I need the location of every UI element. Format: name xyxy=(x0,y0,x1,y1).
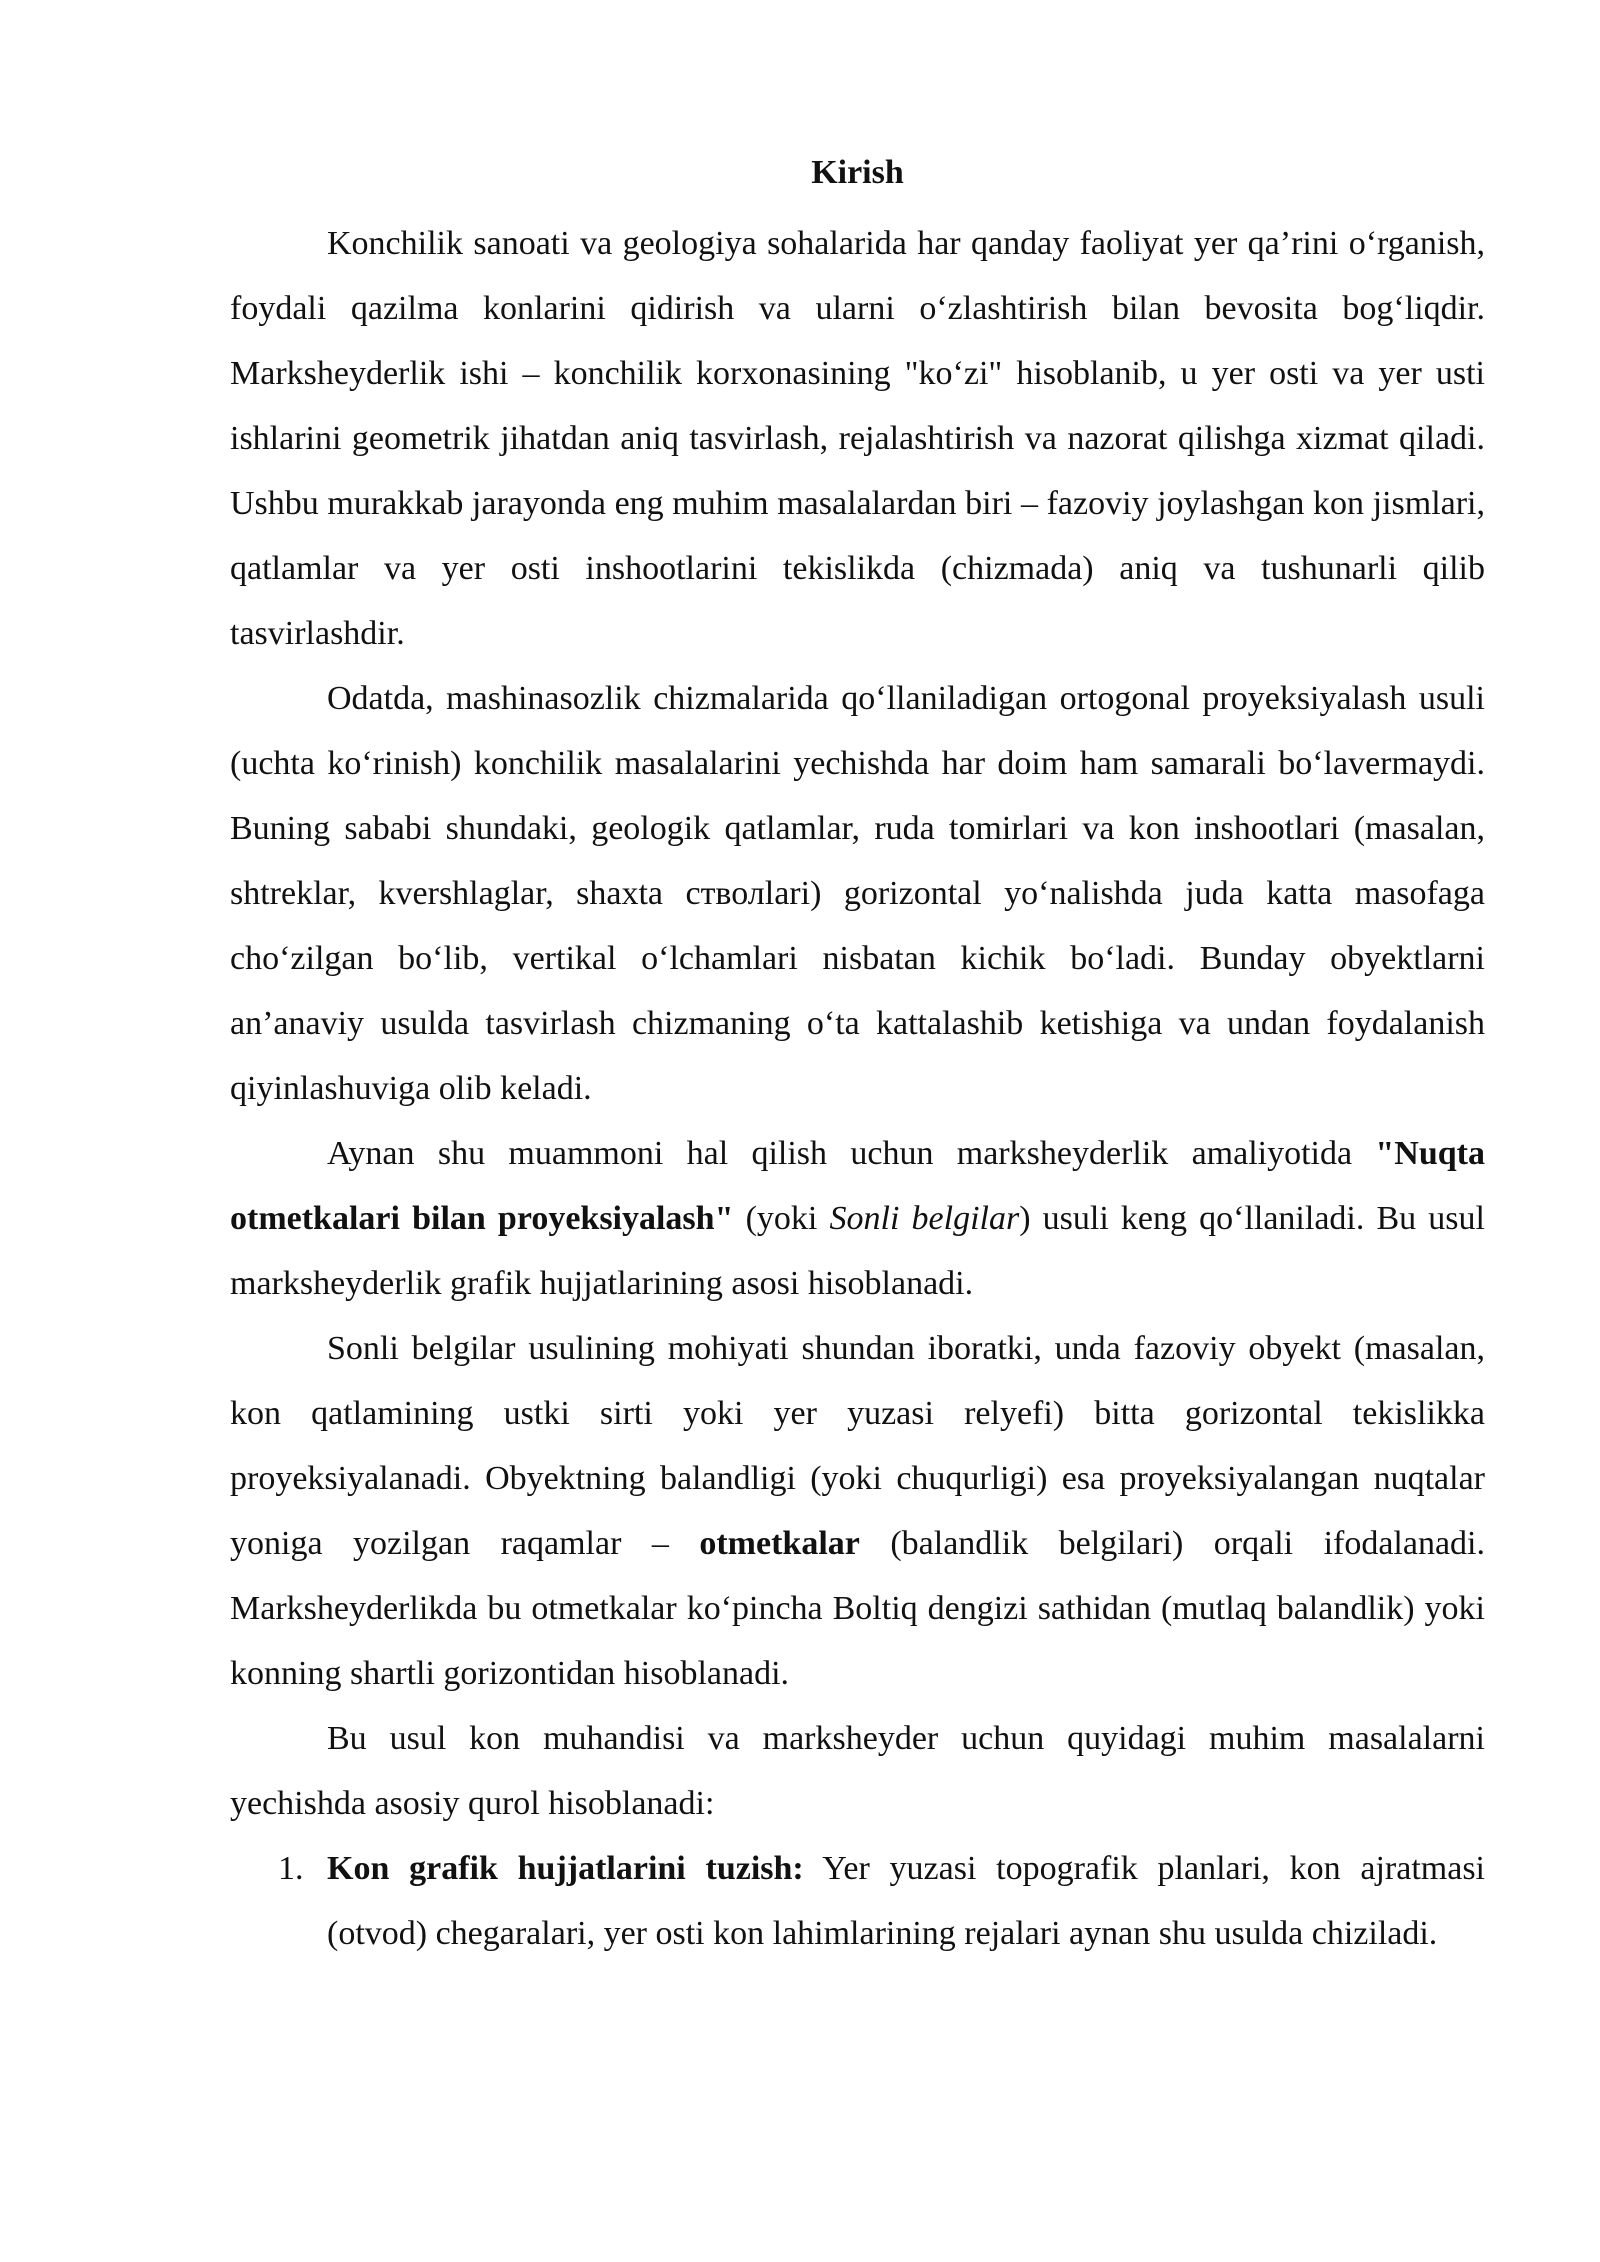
paragraph-tasks: Bu usul kon muhandisi va marksheyder uchun quyidagi muhim masalalarni yechishda asosiy qurol hisoblanadi: xyxy=(230,1720,1485,1822)
paragraph-essence-text-2: (balandlik belgilari) orqali ifodalanadi. Marksheyderlikda bu otmetkalar ko‘pincha Boltiq dengizi sathidan (mutlaq balandlik) yoki konning shartli gorizontidan hisoblanadi. xyxy=(230,1525,1485,1692)
paragraph-method-text-2: (yoki xyxy=(733,1200,830,1237)
paragraph-essence xyxy=(230,1316,1485,1706)
list-item-heading: Kon grafik hujjatlarini tuzish: xyxy=(327,1850,804,1887)
tasks-list xyxy=(230,1836,1485,1966)
paragraph-method-text-3: ) usuli keng qo‘llaniladi. Bu usul marksheyderlik grafik hujjatlarining asosi hisoblanadi. xyxy=(230,1200,1485,1302)
paragraph-orthogonal: Odatda, mashinasozlik chizmalarida qo‘llaniladigan ortogonal proyeksiyalash usuli (uchta ko‘rinish) konchilik masalalarini yechishda har doim ham samarali bo‘lavermaydi. Buning sababi shundaki, geologik qatlamlar, ruda tomirlari va kon inshootlari (masalan, shtreklar, kvershlaglar, shaxta стволlari) gorizontal yo‘nalishda juda katta masofaga cho‘zilgan bo‘lib, vertikal o‘lchamlari nisbatan kichik bo‘ladi. Bunday obyektlarni an’anaviy usulda tasvirlash chizmaning o‘ta kattalashib ketishiga va undan foydalanish qiyinlashuviga olib keladi. xyxy=(230,680,1485,1107)
method-name-bold: "Nuqta otmetkalari bilan proyeksiyalash" xyxy=(230,1135,1485,1237)
paragraph-method-text-1: Aynan shu muammoni hal qilish uchun marksheyderlik amaliyotida xyxy=(327,1135,1376,1172)
document-title: Kirish xyxy=(811,154,904,191)
paragraph-method xyxy=(230,1121,1485,1316)
term-otmetkalar-bold: otmetkalar xyxy=(699,1525,860,1562)
method-alt-name-italic: Sonli belgilar xyxy=(829,1200,1020,1237)
list-item-number: 1. xyxy=(278,1850,304,1887)
paragraph-essence-text-1: Sonli belgilar usulining mohiyati shundan iboratki, unda fazoviy obyekt (masalan, kon qatlamining ustki sirti yoki yer yuzasi relyefi) bitta gorizontal tekislikka proyeksiyalanadi. Obyektning balandligi (yoki chuqurligi) esa proyeksiyalangan nuqtalar yoniga yozilgan raqamlar – xyxy=(230,1330,1485,1562)
paragraph-intro: Konchilik sanoati va geologiya sohalarida har qanday faoliyat yer qa’rini o‘rganish, foydali qazilma konlarini qidirish va ularni o‘zlashtirish bilan bevosita bog‘liqdir. Marksheyderlik ishi – konchilik korxonasining "ko‘zi" hisoblanib, u yer osti va yer usti ishlarini geometrik jihatdan aniq tasvirlash, rejalashtirish va nazorat qilishga xizmat qiladi. Ushbu murakkab jarayonda eng muhim masalalardan biri – fazoviy joylashgan kon jismlari, qatlamlar va yer osti inshootlarini tekislikda (chizmada) aniq va tushunarli qilib tasvirlashdir. xyxy=(230,225,1485,652)
document-page xyxy=(230,0,1485,1966)
list-item-text: Yer yuzasi topografik planlari, kon ajratmasi (otvod) chegaralari, yer osti kon lahimlarining rejalari aynan shu usulda chiziladi. xyxy=(327,1850,1486,1952)
list-item xyxy=(230,1836,1485,1966)
